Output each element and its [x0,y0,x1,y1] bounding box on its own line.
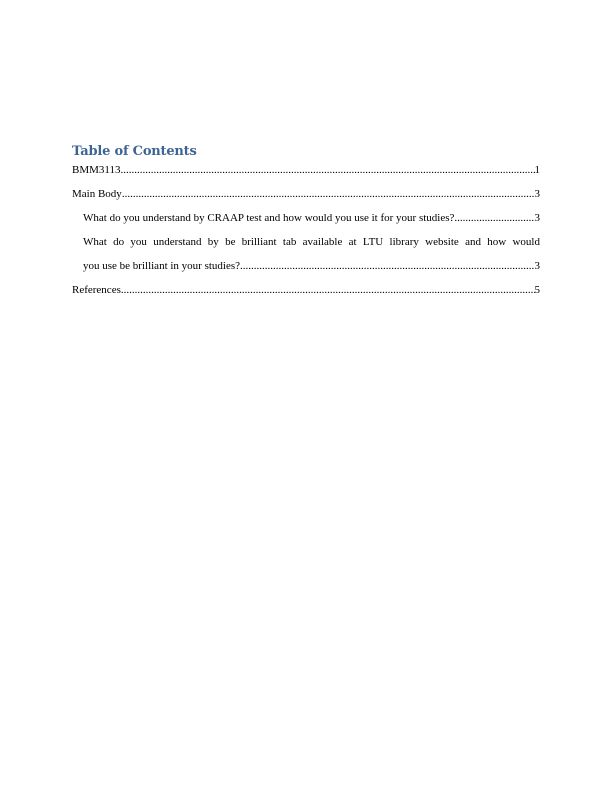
toc-entry-label: What do you understand by CRAAP test and how would you use it for your studies? [83,212,455,224]
toc-entry-label: Main Body [72,188,122,200]
toc-leader-dots [240,254,534,278]
toc-title: Table of Contents [72,144,197,159]
toc-leader-dots [122,182,535,206]
toc-leader-dots [454,206,534,230]
toc-entry-label-line1: What do you understand by be brilliant tab available at LTU library website and how would [83,236,540,248]
toc-page-number: 1 [534,164,540,176]
toc-entry-label: BMM3113 [72,164,121,176]
toc-entry-be-brilliant[interactable] [72,230,540,278]
toc-leader-dots [121,158,535,182]
toc-entry-label-line2: you use be brilliant in your studies? [83,260,241,272]
toc-page-number: 3 [534,212,540,224]
toc-leader-dots [121,278,535,302]
toc-page-number: 3 [534,188,540,200]
toc-entry-bmm3113[interactable] [72,158,540,182]
toc-page-number: 3 [534,260,540,272]
toc-entry-main-body[interactable] [72,182,540,206]
table-of-contents [72,143,540,302]
toc-entry-label: References [72,284,121,296]
toc-page-number: 5 [534,284,540,296]
toc-entry-craap-test[interactable] [72,206,540,230]
toc-entry-references[interactable] [72,278,540,302]
